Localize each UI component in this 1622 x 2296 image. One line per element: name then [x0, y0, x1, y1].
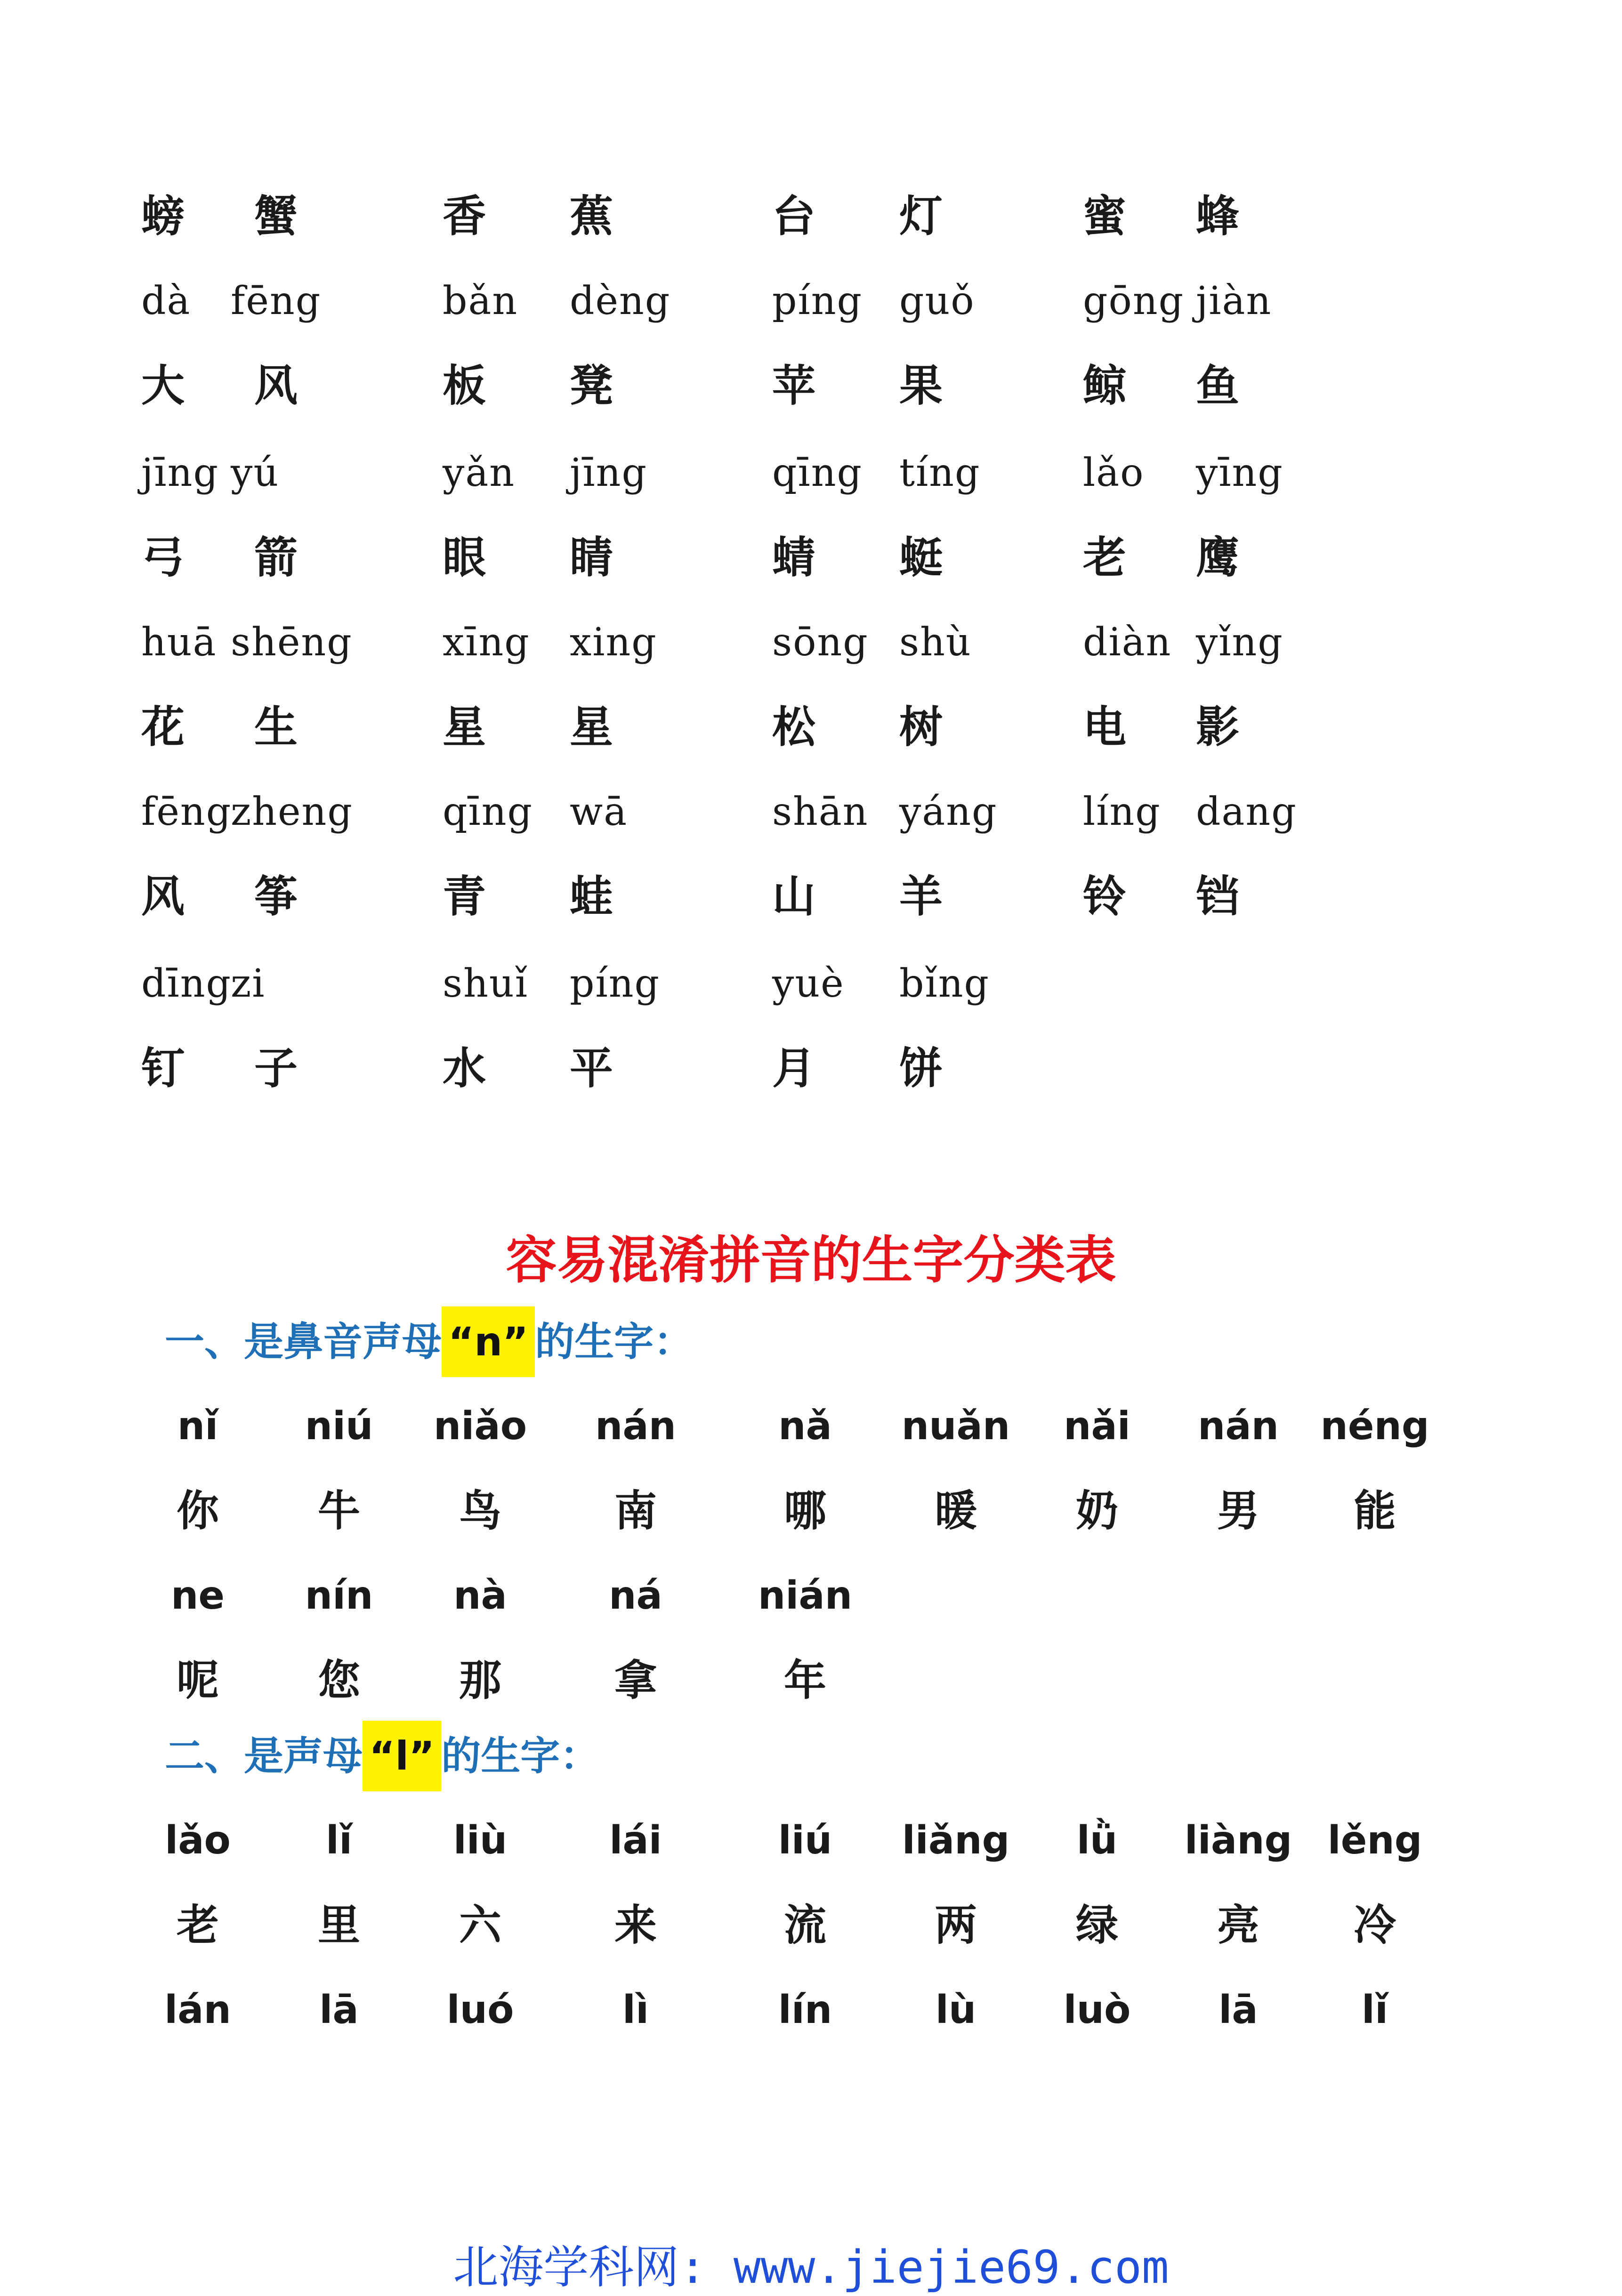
hanzi-character: 电: [1083, 702, 1127, 752]
pinyin-syllable: yuè: [772, 961, 845, 1006]
pinyin-syllable: liù: [453, 1818, 508, 1863]
hanzi-character: 筝: [254, 871, 298, 922]
hanzi-character: 男: [1217, 1486, 1259, 1536]
pinyin-syllable: bǐng: [899, 961, 990, 1006]
pinyin-syllable: jiàn: [1196, 279, 1272, 323]
pinyin-syllable: shù: [899, 620, 972, 665]
pinyin-syllable: shān: [772, 790, 869, 834]
pinyin-syllable: nuǎn: [901, 1404, 1010, 1449]
pinyin-syllable: lǎo: [1083, 451, 1145, 495]
hanzi-character: 月: [772, 1043, 816, 1094]
word-group: [772, 690, 1055, 765]
hanzi-character: 松: [772, 702, 816, 752]
hanzi-character: 凳: [570, 361, 613, 411]
pinyin-syllable: dèng: [570, 279, 671, 323]
pinyin-syllable: dīng: [141, 961, 232, 1006]
hanzi-character: 青: [443, 871, 486, 922]
pinyin-syllable: yáng: [899, 790, 998, 834]
hanzi-row: [141, 348, 1365, 424]
hanzi-character: 鱼: [1196, 361, 1240, 411]
pinyin-syllable: niú: [305, 1404, 373, 1449]
pinyin-syllable: zi: [231, 961, 266, 1006]
pinyin-syllable: lǐ: [1361, 1988, 1388, 2032]
pinyin-syllable: zheng: [231, 790, 353, 834]
hanzi-character: 饼: [899, 1043, 943, 1094]
pinyin-syllable: liǎng: [902, 1818, 1010, 1863]
section-suffix: 的生字：: [535, 1319, 694, 1365]
pinyin-syllable: qīng: [772, 451, 863, 495]
pinyin-syllable: jīng: [141, 451, 219, 495]
hanzi-character: 两: [935, 1901, 977, 1950]
hanzi-character: 您: [318, 1656, 360, 1705]
word-group: [772, 605, 1055, 680]
pinyin-syllable: nán: [1197, 1404, 1279, 1449]
hanzi-character: 牛: [318, 1486, 360, 1536]
hanzi-character: 蜜: [1083, 191, 1127, 242]
pinyin-syllable: lā: [319, 1988, 359, 2032]
hanzi-row: [141, 179, 1365, 254]
word-group: [1083, 520, 1365, 596]
hanzi-row: [141, 859, 1365, 935]
hanzi-character: 鸟: [459, 1486, 501, 1536]
hanzi-character: 绿: [1076, 1901, 1118, 1950]
word-group: [772, 348, 1055, 424]
hanzi-character: 蜂: [1196, 191, 1240, 242]
pinyin-syllable: nǐ: [177, 1404, 218, 1449]
pinyin-syllable: píng: [772, 279, 863, 323]
pinyin-syllable: yú: [231, 451, 280, 495]
pinyin-row: [141, 605, 1365, 680]
hanzi-character: 子: [254, 1043, 298, 1094]
word-group: [772, 859, 1055, 935]
pinyin-syllable: luó: [446, 1988, 514, 2032]
hanzi-row: [141, 520, 1365, 596]
hanzi-character: 灯: [899, 191, 943, 242]
hanzi-character: 风: [141, 871, 185, 922]
hanzi-character: 风: [254, 361, 298, 411]
word-group: [443, 435, 725, 511]
hanzi-character: 羊: [899, 871, 943, 922]
hanzi-character: 亮: [1217, 1901, 1259, 1950]
hanzi-character: 山: [772, 871, 816, 922]
hanzi-character: 里: [318, 1901, 360, 1950]
hanzi-row: [174, 1888, 1540, 1963]
pinyin-syllable: jīng: [570, 451, 647, 495]
pinyin-syllable: yīng: [1196, 451, 1283, 495]
hanzi-character: 台: [772, 191, 816, 242]
word-group: [1083, 179, 1365, 254]
hanzi-character: 能: [1354, 1486, 1396, 1536]
word-group: [141, 435, 424, 511]
word-group: [141, 1031, 424, 1106]
hanzi-character: 大: [141, 361, 185, 411]
pinyin-syllable: dang: [1196, 790, 1297, 834]
pinyin-syllable: ne: [171, 1573, 225, 1618]
pinyin-syllable: lì: [622, 1988, 649, 2032]
word-group: [443, 264, 725, 339]
hanzi-character: 眼: [443, 532, 486, 583]
word-group: [443, 946, 725, 1022]
hanzi-character: 鲸: [1083, 361, 1127, 411]
pinyin-syllable: lā: [1219, 1988, 1258, 2032]
word-group: [443, 605, 725, 680]
pinyin-syllable: shuǐ: [443, 961, 528, 1006]
word-group: [141, 348, 424, 424]
pinyin-syllable: yǎn: [443, 451, 516, 495]
pinyin-row: [174, 1389, 1540, 1464]
word-group: [772, 520, 1055, 596]
pinyin-syllable: fēng: [231, 279, 322, 323]
pinyin-syllable: luò: [1063, 1988, 1131, 2032]
word-group: [1083, 859, 1365, 935]
word-group: [141, 946, 424, 1022]
word-group: [141, 774, 424, 850]
hanzi-character: 果: [899, 361, 943, 411]
pinyin-syllable: nián: [758, 1573, 853, 1618]
hanzi-character: 鹰: [1196, 532, 1240, 583]
hanzi-character: 那: [459, 1656, 501, 1705]
hanzi-character: 暖: [935, 1486, 977, 1536]
hanzi-character: 铃: [1083, 871, 1127, 922]
word-group: [772, 435, 1055, 511]
pinyin-row: [165, 1803, 1540, 1878]
pinyin-syllable: huā: [141, 620, 217, 665]
pinyin-row: [141, 946, 1365, 1022]
hanzi-character: 流: [784, 1901, 826, 1950]
pinyin-row: [171, 1558, 1540, 1634]
hanzi-character: 蜻: [772, 532, 816, 583]
hanzi-character: 哪: [784, 1486, 826, 1536]
pinyin-syllable: lǐ: [325, 1818, 353, 1863]
section-prefix: 二、是声母: [165, 1733, 363, 1779]
pinyin-syllable: nín: [305, 1573, 373, 1618]
word-group: [141, 264, 424, 339]
hanzi-character: 平: [570, 1043, 613, 1094]
pinyin-syllable: xing: [570, 620, 657, 665]
pinyin-syllable: nán: [595, 1404, 677, 1449]
hanzi-character: 香: [443, 191, 486, 242]
hanzi-character: 蛙: [570, 871, 613, 922]
pinyin-syllable: lái: [609, 1818, 662, 1863]
hanzi-row: [174, 1474, 1540, 1549]
pinyin-syllable: lán: [164, 1988, 231, 2032]
pinyin-row: [141, 264, 1365, 339]
hanzi-character: 花: [141, 702, 185, 752]
pinyin-syllable: liú: [778, 1818, 832, 1863]
hanzi-character: 螃: [141, 191, 185, 242]
pinyin-syllable: yǐng: [1196, 620, 1283, 665]
hanzi-character: 水: [443, 1043, 486, 1094]
pinyin-syllable: néng: [1320, 1404, 1429, 1449]
hanzi-character: 年: [784, 1656, 826, 1705]
hanzi-character: 六: [459, 1901, 501, 1950]
word-group: [443, 859, 725, 935]
pinyin-syllable: lěng: [1327, 1818, 1422, 1863]
hanzi-character: 来: [614, 1901, 657, 1950]
pinyin-syllable: nà: [453, 1573, 507, 1618]
word-group: [141, 520, 424, 596]
hanzi-character: 苹: [772, 361, 816, 411]
hanzi-character: 蕉: [570, 191, 613, 242]
hanzi-character: 冷: [1354, 1901, 1396, 1950]
word-group: [1083, 348, 1365, 424]
pinyin-syllable: líng: [1083, 790, 1161, 834]
section-prefix: 一、是鼻音声母: [165, 1319, 442, 1365]
hanzi-row: [141, 690, 1365, 765]
pinyin-syllable: liàng: [1184, 1818, 1292, 1863]
hanzi-character: 拿: [614, 1656, 657, 1705]
section-heading-n: [165, 1306, 693, 1377]
section-heading-l: [165, 1721, 599, 1791]
pinyin-row: [141, 774, 1365, 850]
word-group: [1083, 264, 1365, 339]
pinyin-syllable: guǒ: [899, 279, 975, 323]
hanzi-row: [141, 1031, 1365, 1106]
word-group: [443, 690, 725, 765]
pinyin-syllable: nǎi: [1064, 1404, 1130, 1449]
word-group: [141, 605, 424, 680]
pinyin-syllable: tíng: [899, 451, 981, 495]
word-group: [141, 179, 424, 254]
hanzi-character: 星: [570, 702, 613, 752]
pinyin-row: [141, 435, 1365, 511]
word-group: [443, 348, 725, 424]
highlight-letter: “l”: [363, 1721, 441, 1791]
pinyin-syllable: lín: [778, 1988, 832, 2032]
hanzi-character: 奶: [1076, 1486, 1118, 1536]
pinyin-row: [164, 1973, 1540, 2048]
pinyin-syllable: ná: [609, 1573, 662, 1618]
hanzi-character: 老: [177, 1901, 219, 1950]
pinyin-syllable: diàn: [1083, 620, 1172, 665]
pinyin-syllable: gōng: [1083, 279, 1185, 323]
word-group: [443, 179, 725, 254]
word-group: [772, 946, 1055, 1022]
pinyin-syllable: qīng: [443, 790, 533, 834]
word-group: [772, 264, 1055, 339]
hanzi-character: 铛: [1196, 871, 1240, 922]
hanzi-character: 钉: [141, 1043, 185, 1094]
hanzi-character: 弓: [141, 532, 185, 583]
pinyin-syllable: nǎ: [778, 1404, 832, 1449]
word-group: [443, 1031, 725, 1106]
word-group: [141, 690, 424, 765]
hanzi-character: 你: [177, 1486, 219, 1536]
hanzi-row: [174, 1643, 1540, 1718]
word-group: [1083, 774, 1365, 850]
word-group: [772, 774, 1055, 850]
pinyin-syllable: fēng: [141, 790, 232, 834]
hanzi-character: 老: [1083, 532, 1127, 583]
pinyin-syllable: lǎo: [165, 1818, 231, 1863]
pinyin-syllable: shēng: [231, 620, 353, 665]
pinyin-syllable: dà: [141, 279, 191, 323]
hanzi-character: 树: [899, 702, 943, 752]
hanzi-character: 南: [614, 1486, 657, 1536]
word-group: [1083, 435, 1365, 511]
hanzi-character: 星: [443, 702, 486, 752]
pinyin-syllable: niǎo: [433, 1404, 527, 1449]
pinyin-syllable: xīng: [443, 620, 530, 665]
hanzi-character: 呢: [177, 1656, 219, 1705]
word-group: [1083, 605, 1365, 680]
hanzi-character: 箭: [254, 532, 298, 583]
pinyin-syllable: bǎn: [443, 279, 518, 323]
pinyin-syllable: sōng: [772, 620, 869, 665]
pinyin-syllable: píng: [570, 961, 661, 1006]
hanzi-character: 睛: [570, 532, 613, 583]
hanzi-character: 影: [1196, 702, 1240, 752]
word-group: [443, 520, 725, 596]
hanzi-character: 生: [254, 702, 298, 752]
hanzi-character: 板: [443, 361, 486, 411]
word-group: [772, 179, 1055, 254]
hanzi-character: 蜓: [899, 532, 943, 583]
highlight-letter: “n”: [442, 1306, 535, 1377]
footer-watermark: 北海学科网: www.jiejie69.com: [453, 2241, 1169, 2294]
word-group: [1083, 690, 1365, 765]
pinyin-syllable: wā: [570, 790, 628, 834]
word-group: [141, 859, 424, 935]
page-title: 容易混淆拼音的生字分类表: [506, 1231, 1116, 1290]
section-suffix: 的生字：: [441, 1733, 600, 1779]
word-group: [443, 774, 725, 850]
word-group: [772, 1031, 1055, 1106]
pinyin-syllable: lù: [935, 1988, 976, 2032]
hanzi-character: 蟹: [254, 191, 298, 242]
pinyin-syllable: lǜ: [1076, 1818, 1118, 1863]
